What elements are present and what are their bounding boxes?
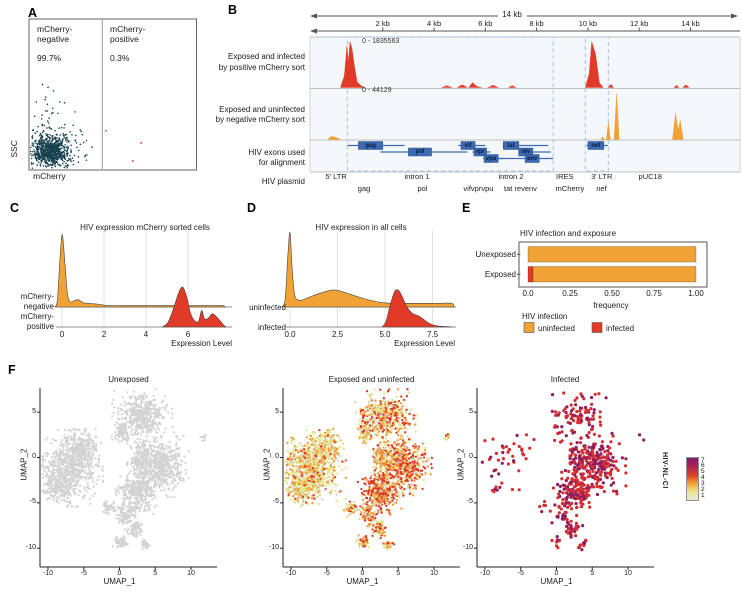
umap-0-xtick-0: 0 [117,569,122,577]
colorbar-tick-5: 5 [701,468,705,476]
umap1-x-axis-label-1: UMAP_1 [103,576,136,586]
umap-1-ytick--5: -5 [272,498,279,506]
umap2-y-axis-label-2: UMAP_2 [262,448,272,481]
panel-letter-c: C [10,201,20,215]
legend-swatch-uninfected [524,323,534,333]
umap-2-ytick--5: -5 [466,498,473,506]
umap-1-xtick-5: 5 [396,569,401,577]
plasmid-label-ires: IRES [556,172,574,181]
panel-d-ridge-tick-5.0: 5.0 [379,330,391,339]
panel-c-ridge-ridge-0 [55,235,225,307]
umap-1-xtick-10: 10 [430,569,438,577]
panel-letter-a: A [28,6,38,20]
umap-1-ytick--10: -10 [268,543,279,551]
umap-2-xtick-0: 0 [554,569,559,577]
genome-ruler [310,14,740,34]
exon-label-nef: nef [591,142,601,149]
bar-unexposed-uninfected [528,247,696,263]
track2-range-label: 0 - 44129 [362,86,392,94]
colorbar-tick-2: 2 [701,486,705,494]
track1-range-label: 0 - 1835563 [362,38,400,45]
colorbar-tick-4: 4 [701,474,705,482]
exon-label-vif: vif [464,142,472,149]
ruler-tick-12kb: 12 kb [629,18,649,28]
exon-label-gag: gag [365,142,376,149]
gate-negative-label-line1: mCherry- [37,24,73,34]
exon-label-pol: pol [415,149,425,155]
umap-0-ytick--5: -5 [29,498,36,506]
plasmid-label-nef: nef [596,183,607,193]
plasmid-label-tat-revenv: tat revenv [503,183,537,193]
ruler-total-label: 14 kb [499,10,525,19]
bar-e-legend-uninfected-label: uninfected [538,324,575,333]
panel-letter-e: E [462,201,471,215]
umap-1-xtick--10: -10 [285,569,297,577]
ridge-d-x-axis-label: Expression Level [394,339,455,348]
panel-letter-d: D [247,201,257,215]
ridge-d-row1-label: uninfected [249,302,286,312]
plasmid-label-vifvprvpu: vifvprvpu [463,183,494,193]
exon-label-tat: tat [507,142,515,149]
umap-2-ytick-0: 0 [469,453,473,460]
colorbar-tick-7: 7 [701,456,705,464]
umap-1-ytick-0: 0 [275,453,279,460]
ruler-tick-4kb: 4 kb [426,18,442,28]
gate-positive-label-line2: positive [110,34,139,44]
bar-e-category-unexposed: Unexposed [475,249,516,259]
legend-swatch-infected [592,323,602,333]
umap-1-xtick--5: -5 [323,569,330,577]
ruler-tick-14kb: 14 kb [681,18,700,28]
plasmid-label-5--ltr: 5' LTR [325,172,347,181]
exon-label-env: env [526,155,538,162]
umap-0-ytick-0: 0 [32,453,36,460]
umap-0-xtick--10: -10 [42,569,54,577]
umap1-x-axis-label-3: UMAP_1 [540,576,573,586]
plasmid-label-mcherry: mCherry [555,183,585,193]
panel-c-ridge-tick-2: 2 [101,330,107,339]
panel-c-ridge-tick-0: 0 [59,330,65,339]
plasmid-label-puc18: pUC18 [638,172,662,181]
umap-1-points [284,388,450,550]
panel-d-ridge-tick-2.5: 2.5 [331,330,344,339]
umap-0-ytick-5: 5 [32,407,36,415]
ridge-c-row2-label-line2: positive [26,322,54,331]
track1-label-line1: Exposed and infected [228,52,305,61]
gate-negative-label-line2: negative [37,34,70,44]
ridge-c-row2-label-line1: mCherry- [20,312,54,321]
exon-track-label-line1: HIV exons used [248,147,305,157]
umap-infected-title: Infected [550,374,580,384]
ruler-tick-2kb: 2 kb [375,18,390,28]
panel-d-ridge-tick-7.5: 7.5 [426,330,439,339]
umap2-y-axis-label-1: UMAP_2 [19,448,29,481]
umap-1-ytick-5: 5 [275,407,279,415]
umap-2-points [481,391,646,551]
ridge-c-title: HIV expression mCherry sorted cells [80,222,210,232]
gate-positive-percent: 0.3% [110,53,130,63]
panel-d-ridge-ridge-1 [382,290,452,327]
umap-2-ytick-5: 5 [469,407,473,415]
panel-d-ridge [282,231,456,327]
panel-c-ridge-tick-6: 6 [185,330,191,339]
colorbar-tick-3: 3 [701,480,705,488]
ruler-tick-8kb: 8 kb [529,18,544,28]
bar-e-tick-0.75: 0.75 [646,289,662,298]
umap-2-xtick-10: 10 [624,569,632,577]
bar-exposed-uninfected [533,267,696,283]
umap-0-ytick--10: -10 [25,543,36,551]
umap-2-ytick--10: -10 [462,543,473,551]
flow-y-axis-label: SSC [9,140,20,158]
flow-x-axis-label: mCherry [33,171,66,181]
umap-2-xtick--10: -10 [479,569,491,577]
ridge-c-row1-label-line2: negative [23,302,54,311]
bar-e-x-axis-label: frequency [593,300,629,310]
exon-label-rev: rev [521,149,531,155]
panel-letter-b: B [228,3,238,17]
umap-2-xtick--5: -5 [517,569,524,577]
umap2-y-axis-label-3: UMAP_2 [456,448,466,481]
panel-c-ridge [55,231,232,327]
panel-c-ridge-tick-4: 4 [143,330,149,339]
bar-exposed-infected [528,267,533,283]
gate-negative-percent: 99.7% [37,53,62,63]
panel-d-ridge-ridge-0 [282,232,454,307]
colorbar-tick-6: 6 [701,462,705,470]
plasmid-track-label: HIV plasmid [261,177,305,186]
bar-e-legend-title: HIV infection [522,311,568,321]
bar-e-tick-0.50: 0.50 [604,289,620,298]
plasmid-label-intron-1: intron 1 [404,172,430,181]
plasmid-label-gag: gag [357,183,371,193]
umap-2-xtick-5: 5 [590,569,595,577]
umap-0-points [41,388,207,550]
exon-track-label-line2: for alignment [258,158,305,167]
ridge-d-title: HIV expression in all cells [315,222,407,232]
umap-colorbar-label: HIV-NL-CI [661,452,669,489]
bar-e-tick-0.25: 0.25 [562,289,578,298]
bar-e-title: HIV infection and exposure [519,228,617,238]
panel-e-bar-chart [517,242,707,287]
ruler-tick-6kb: 6 kb [478,18,493,28]
bar-e-tick-1.00: 1.00 [688,289,704,298]
ridge-c-x-axis-label: Expression Level [171,339,232,348]
umap1-x-axis-label-2: UMAP_1 [346,576,379,586]
bar-e-category-exposed: Exposed [484,269,516,279]
umap-unexposed-title: Unexposed [108,374,149,384]
umap-colorbar [686,457,699,501]
track2-label-line1: Exposed and uninfected [219,104,305,114]
plasmid-label-intron-2: intron 2 [498,172,524,181]
umap-1-xtick-0: 0 [360,569,365,577]
panel-letter-f: F [8,363,16,377]
ridge-c-row1-label-line1: mCherry- [20,292,54,301]
exon-label-vpu: vpu [485,155,497,162]
track1-label-line2: by positive mCherry sort [218,62,305,72]
plasmid-label-pol: pol [417,183,428,193]
track2-label-line2: by negative mCherry sort [215,115,305,124]
colorbar-tick-1: 1 [701,492,705,500]
umap-2-axes [474,388,654,570]
umap-0-xtick--5: -5 [80,569,87,577]
ruler-tick-10kb: 10 kb [578,18,598,28]
plasmid-label-3--ltr: 3' LTR [591,172,613,181]
umap-exposed-uninfected-title: Exposed and uninfected [328,374,415,384]
panel-d-ridge-tick-0.0: 0.0 [284,330,296,339]
gate-positive-label-line1: mCherry- [110,24,146,34]
bar-e-legend-infected-label: infected [606,324,635,333]
ridge-d-row2-label: infected [257,322,286,332]
umap-0-xtick-10: 10 [187,569,195,577]
bar-e-tick-0.0: 0.0 [522,289,534,298]
exon-label-vpr: vpr [475,149,485,155]
umap-0-xtick-5: 5 [153,569,158,577]
